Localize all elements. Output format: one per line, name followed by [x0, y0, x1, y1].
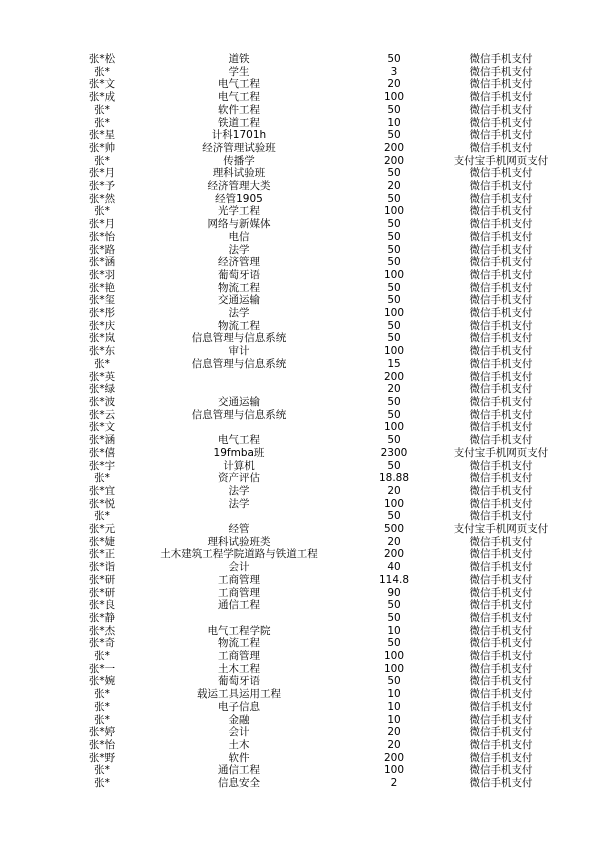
payment-method: 微信手机支付: [469, 357, 533, 370]
payment-method: 微信手机支付: [469, 764, 533, 777]
donor-name: 张*羽: [88, 268, 116, 281]
table-row: [78, 332, 566, 345]
donor-major: 理科试验班: [212, 167, 266, 180]
payment-method: 微信手机支付: [469, 167, 533, 180]
table-row: [78, 396, 566, 409]
donor-major: 法学: [228, 243, 250, 256]
payment-method: 微信手机支付: [469, 510, 533, 523]
donation-amount: 10: [387, 624, 401, 637]
donation-amount: 100: [383, 650, 405, 663]
payment-method: 微信手机支付: [469, 294, 533, 307]
table-row: [78, 193, 566, 206]
table-row: [78, 650, 566, 663]
table-row: [78, 536, 566, 549]
payment-method: 微信手机支付: [469, 561, 533, 574]
donor-name: 张*成: [88, 91, 116, 104]
donor-name: 张*庆: [88, 319, 116, 332]
table-row: [78, 104, 566, 117]
donor-major: 法学: [228, 484, 250, 497]
donor-major: 软件: [228, 751, 250, 764]
table-row: [78, 307, 566, 320]
donation-amount: 200: [383, 154, 405, 167]
donor-name: 张*: [94, 764, 110, 777]
donation-amount: 10: [387, 700, 401, 713]
donor-major: 经济管理: [218, 256, 260, 269]
payment-method: 微信手机支付: [469, 599, 533, 612]
donor-major: 葡萄牙语: [218, 268, 260, 281]
payment-method: 微信手机支付: [469, 243, 533, 256]
donation-amount: 18.88: [378, 472, 410, 485]
donor-major: 经管: [228, 523, 250, 536]
payment-method: 微信手机支付: [469, 624, 533, 637]
payment-method: 微信手机支付: [469, 688, 533, 701]
donor-major: 工商管理: [218, 586, 260, 599]
table-row: [78, 66, 566, 79]
donor-name: 张*涵: [88, 256, 116, 269]
donation-amount: 200: [383, 548, 405, 561]
donation-amount: 100: [383, 345, 405, 358]
donor-major: 工商管理: [218, 650, 260, 663]
donor-name: 张*路: [88, 243, 116, 256]
donor-major: 电子信息: [218, 700, 260, 713]
donor-major: 道铁: [228, 53, 250, 65]
donor-major: [126, 421, 352, 434]
donation-amount: 50: [387, 319, 401, 332]
donor-name: 张*彤: [88, 307, 116, 320]
donation-amount: 50: [387, 611, 401, 624]
payment-method: 微信手机支付: [469, 713, 533, 726]
table-row: [78, 345, 566, 358]
donation-amount: 50: [387, 675, 401, 688]
table-row: [78, 561, 566, 574]
payment-method: 微信手机支付: [469, 281, 533, 294]
table-row: [78, 726, 566, 739]
payment-method: 微信手机支付: [469, 319, 533, 332]
table-row: [78, 587, 566, 600]
payment-method: 支付宝手机网页支付: [453, 523, 549, 536]
donation-amount: 10: [387, 713, 401, 726]
payment-method: 微信手机支付: [469, 637, 533, 650]
donation-amount: 90: [387, 586, 401, 599]
donor-major: 经济管理大类: [207, 180, 271, 193]
table-row: [78, 701, 566, 714]
donor-name: 张*良: [88, 599, 116, 612]
donor-major: 网络与新媒体: [207, 218, 271, 231]
donor-name: 张*研: [88, 573, 116, 586]
table-row: [78, 269, 566, 282]
table-row: [78, 599, 566, 612]
donor-name: 张*诣: [88, 561, 116, 574]
donation-amount: 2: [390, 777, 398, 790]
payment-method: 微信手机支付: [469, 116, 533, 129]
donation-amount: 100: [383, 662, 405, 675]
donor-major: 交通运输: [218, 395, 260, 408]
table-row: [78, 231, 566, 244]
donor-major: 传播学: [223, 154, 255, 167]
donor-name: 张*: [94, 65, 110, 78]
donation-amount: 50: [387, 395, 401, 408]
donation-amount: 50: [387, 281, 401, 294]
payment-method: 微信手机支付: [469, 192, 533, 205]
donor-major: 土木建筑工程学院道路与铁道工程: [160, 548, 318, 561]
donation-amount: 20: [387, 726, 401, 739]
payment-method: 微信手机支付: [469, 459, 533, 472]
table-row: [78, 612, 566, 625]
payment-method: 微信手机支付: [469, 650, 533, 663]
table-row: [78, 688, 566, 701]
table-row: [78, 78, 566, 91]
donor-major: 葡萄牙语: [218, 675, 260, 688]
donor-major: 资产评估: [218, 472, 260, 485]
table-row: [78, 764, 566, 777]
donor-major: 会计: [228, 561, 250, 574]
donor-major: 法学: [228, 497, 250, 510]
donor-name: 张*: [94, 472, 110, 485]
donor-major: 信息管理与信息系统: [191, 332, 287, 345]
donor-major: 光学工程: [218, 205, 260, 218]
table-row: [78, 574, 566, 587]
payment-method: 支付宝手机网页支付: [453, 154, 549, 167]
donation-amount: 100: [383, 268, 405, 281]
table-row: [78, 371, 566, 384]
donor-name: 张*然: [88, 192, 116, 205]
donor-name: 张*涵: [88, 434, 116, 447]
donor-name: 张*玺: [88, 294, 116, 307]
payment-method: 微信手机支付: [469, 370, 533, 383]
table-row: [78, 663, 566, 676]
donation-amount: 15: [387, 357, 401, 370]
donor-major: 信息安全: [218, 777, 260, 790]
donation-amount: 200: [383, 141, 405, 154]
donation-amount: 200: [383, 370, 405, 383]
donation-amount: 10: [387, 116, 401, 129]
table-row: [78, 548, 566, 561]
donor-major: 电气工程: [218, 78, 260, 91]
donor-major: 电气工程: [218, 434, 260, 447]
donor-name: 张*: [94, 650, 110, 663]
payment-method: 微信手机支付: [469, 307, 533, 320]
donation-amount: 100: [383, 497, 405, 510]
donor-name: 张*怡: [88, 738, 116, 751]
payment-method: 微信手机支付: [469, 611, 533, 624]
donor-name: 张*: [94, 357, 110, 370]
donor-major: 信息管理与信息系统: [191, 357, 287, 370]
table-row: [78, 498, 566, 511]
payment-method: 微信手机支付: [469, 751, 533, 764]
payment-method: 微信手机支付: [469, 141, 533, 154]
donation-amount: 100: [383, 307, 405, 320]
donor-name: 张*: [94, 777, 110, 790]
table-row: [78, 91, 566, 104]
payment-method: 微信手机支付: [469, 332, 533, 345]
donation-amount: 114.8: [378, 573, 410, 586]
donation-amount: 100: [383, 91, 405, 104]
donation-amount: 50: [387, 129, 401, 142]
donor-major: 法学: [228, 307, 250, 320]
payment-method: 微信手机支付: [469, 205, 533, 218]
donor-name: 张*怡: [88, 230, 116, 243]
donation-amount: 100: [383, 764, 405, 777]
table-row: [78, 485, 566, 498]
payment-method: 微信手机支付: [469, 777, 533, 790]
donor-name: 张*予: [88, 180, 116, 193]
donor-major: 物流工程: [218, 319, 260, 332]
payment-method: 微信手机支付: [469, 408, 533, 421]
donor-major: 理科试验班类: [207, 535, 271, 548]
donor-major: 金融: [228, 713, 250, 726]
payment-method: 微信手机支付: [469, 662, 533, 675]
donor-name: 张*悦: [88, 497, 116, 510]
payment-method: 微信手机支付: [469, 421, 533, 434]
donation-amount: 40: [387, 561, 401, 574]
donation-amount: 50: [387, 294, 401, 307]
donation-amount: 20: [387, 383, 401, 396]
donor-major: 通信工程: [218, 764, 260, 777]
table-row: [78, 421, 566, 434]
payment-method: 微信手机支付: [469, 700, 533, 713]
donor-name: 张*元: [88, 523, 116, 536]
donor-major: 经管1905: [215, 192, 263, 205]
table-row: [78, 460, 566, 473]
payment-method: 微信手机支付: [469, 345, 533, 358]
donor-major: [126, 612, 352, 625]
table-row: [78, 523, 566, 536]
donor-major: 软件工程: [218, 103, 260, 116]
table-row: [78, 256, 566, 269]
donation-table-body: [78, 53, 566, 790]
payment-method: 微信手机支付: [469, 53, 533, 65]
payment-method: 微信手机支付: [469, 434, 533, 447]
donor-name: 张*: [94, 510, 110, 523]
donation-amount: 50: [387, 332, 401, 345]
table-row: [78, 282, 566, 295]
table-row: [78, 218, 566, 231]
donor-name: 张*杰: [88, 624, 116, 637]
donor-name: 张*东: [88, 345, 116, 358]
table-row: [78, 117, 566, 130]
donor-name: 张*星: [88, 129, 116, 142]
donor-name: 张*婉: [88, 675, 116, 688]
donation-table: [78, 53, 566, 790]
donor-name: 张*绿: [88, 383, 116, 396]
payment-method: 微信手机支付: [469, 497, 533, 510]
donor-name: 张*月: [88, 218, 116, 231]
table-row: [78, 142, 566, 155]
donor-major: 土木工程: [218, 662, 260, 675]
donor-name: 张*艳: [88, 281, 116, 294]
donor-major: 交通运输: [218, 294, 260, 307]
table-row: [78, 777, 566, 790]
donor-major: 计算机: [223, 459, 255, 472]
payment-method: 微信手机支付: [469, 129, 533, 142]
table-row: [78, 625, 566, 638]
donor-name: 张*宜: [88, 484, 116, 497]
donor-major: 电气工程学院: [207, 624, 271, 637]
payment-method: 微信手机支付: [469, 472, 533, 485]
donation-amount: 50: [387, 230, 401, 243]
payment-method: 微信手机支付: [469, 548, 533, 561]
payment-method: 微信手机支付: [469, 268, 533, 281]
table-row: [78, 447, 566, 460]
donation-amount: 50: [387, 434, 401, 447]
donation-amount: 20: [387, 738, 401, 751]
payment-method: 微信手机支付: [469, 218, 533, 231]
donor-major: 学生: [228, 65, 250, 78]
donor-name: 张*: [94, 205, 110, 218]
donor-major: [126, 510, 352, 523]
donation-amount: 50: [387, 167, 401, 180]
payment-method: 微信手机支付: [469, 383, 533, 396]
donation-amount: 2300: [380, 446, 408, 459]
donation-amount: 3: [390, 65, 398, 78]
table-row: [78, 180, 566, 193]
donation-amount: 20: [387, 78, 401, 91]
donor-name: 张*云: [88, 408, 116, 421]
donor-major: 载运工具运用工程: [197, 688, 281, 701]
donation-amount: 100: [383, 421, 405, 434]
donor-major: 经济管理试验班: [202, 141, 276, 154]
donation-amount: 50: [387, 192, 401, 205]
payment-method: 微信手机支付: [469, 586, 533, 599]
table-row: [78, 294, 566, 307]
donor-name: 张*: [94, 688, 110, 701]
donor-name: 张*野: [88, 751, 116, 764]
payment-method: 微信手机支付: [469, 78, 533, 91]
donor-major: 审计: [228, 345, 250, 358]
donation-amount: 500: [383, 523, 405, 536]
donation-amount: 200: [383, 751, 405, 764]
table-row: [78, 383, 566, 396]
donation-amount: 50: [387, 103, 401, 116]
table-row: [78, 739, 566, 752]
donor-name: 张*婕: [88, 535, 116, 548]
payment-method: 微信手机支付: [469, 573, 533, 586]
payment-method: 微信手机支付: [469, 65, 533, 78]
donation-amount: 100: [383, 205, 405, 218]
donation-amount: 50: [387, 256, 401, 269]
donor-major: [126, 371, 352, 384]
payment-method: 微信手机支付: [469, 180, 533, 193]
donor-name: 张*松: [88, 53, 116, 65]
payment-method: 支付宝手机网页支付: [453, 446, 549, 459]
donor-name: 张*波: [88, 395, 116, 408]
table-row: [78, 510, 566, 523]
donation-amount: 50: [387, 243, 401, 256]
donor-major: 信息管理与信息系统: [191, 408, 287, 421]
donation-amount: 50: [387, 53, 401, 65]
donor-name: 张*文: [88, 78, 116, 91]
table-row: [78, 434, 566, 447]
donor-major: 通信工程: [218, 599, 260, 612]
table-row: [78, 675, 566, 688]
donor-name: 张*月: [88, 167, 116, 180]
donor-name: 张*奇: [88, 637, 116, 650]
payment-method: 微信手机支付: [469, 91, 533, 104]
table-row: [78, 637, 566, 650]
donor-name: 张*研: [88, 586, 116, 599]
donation-amount: 50: [387, 599, 401, 612]
donation-amount: 20: [387, 535, 401, 548]
donor-name: 张*: [94, 116, 110, 129]
payment-method: 微信手机支付: [469, 738, 533, 751]
donor-name: 张*一: [88, 662, 116, 675]
donor-name: 张*: [94, 154, 110, 167]
donation-amount: 20: [387, 180, 401, 193]
donor-name: 张*文: [88, 421, 116, 434]
table-row: [78, 129, 566, 142]
donor-major: 工商管理: [218, 573, 260, 586]
donor-name: 张*宇: [88, 459, 116, 472]
donor-major: 会计: [228, 726, 250, 739]
donor-major: [126, 383, 352, 396]
donation-amount: 20: [387, 484, 401, 497]
donor-name: 张*: [94, 700, 110, 713]
donation-amount: 10: [387, 688, 401, 701]
payment-method: 微信手机支付: [469, 395, 533, 408]
donor-major: 19fmba班: [213, 446, 265, 459]
donor-major: 物流工程: [218, 281, 260, 294]
donor-major: 土木: [228, 738, 250, 751]
donor-name: 张*帅: [88, 141, 116, 154]
donation-amount: 50: [387, 218, 401, 231]
donation-amount: 50: [387, 637, 401, 650]
donor-name: 张*英: [88, 370, 116, 383]
donation-amount: 50: [387, 408, 401, 421]
donor-major: 物流工程: [218, 637, 260, 650]
donor-name: 张*僖: [88, 446, 116, 459]
payment-method: 微信手机支付: [469, 726, 533, 739]
table-row: [78, 714, 566, 727]
payment-method: 微信手机支付: [469, 256, 533, 269]
table-row: [78, 472, 566, 485]
donation-amount: 50: [387, 510, 401, 523]
table-row: [78, 409, 566, 422]
payment-method: 微信手机支付: [469, 675, 533, 688]
table-row: [78, 205, 566, 218]
payment-method: 微信手机支付: [469, 103, 533, 116]
donor-major: 电信: [228, 230, 250, 243]
donor-name: 张*: [94, 103, 110, 116]
donor-major: 计科1701h: [211, 129, 267, 142]
table-row: [78, 53, 566, 66]
payment-method: 微信手机支付: [469, 535, 533, 548]
table-row: [78, 752, 566, 765]
payment-method: 微信手机支付: [469, 230, 533, 243]
donor-name: 张*岚: [88, 332, 116, 345]
donor-name: 张*静: [88, 611, 116, 624]
donor-major: 铁道工程: [218, 116, 260, 129]
table-row: [78, 320, 566, 333]
table-row: [78, 155, 566, 168]
table-row: [78, 244, 566, 257]
payment-method: 微信手机支付: [469, 484, 533, 497]
table-row: [78, 167, 566, 180]
donor-name: 张*婷: [88, 726, 116, 739]
donor-major: 电气工程: [218, 91, 260, 104]
donor-name: 张*正: [88, 548, 116, 561]
table-row: [78, 358, 566, 371]
donation-amount: 50: [387, 459, 401, 472]
donor-name: 张*: [94, 713, 110, 726]
